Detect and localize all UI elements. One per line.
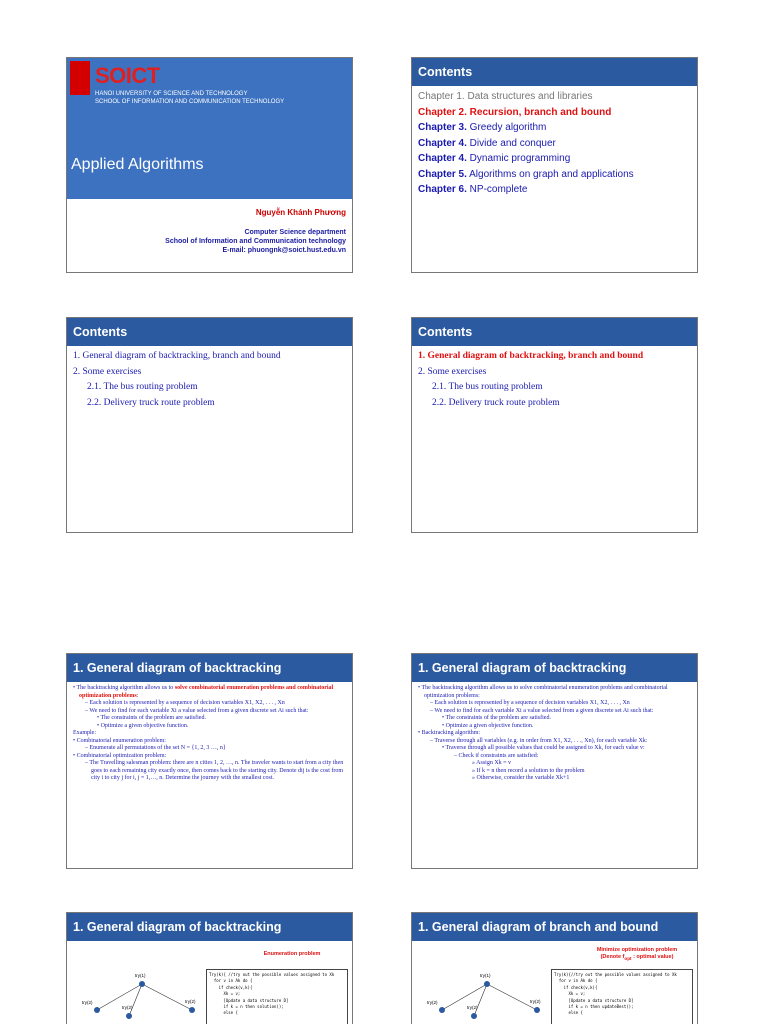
bullet: » Otherwise, consider the variable Xk+1 [472,775,570,781]
slide-header: 1. General diagram of backtracking [67,913,352,941]
tree-node-label: try(2) [122,1005,133,1010]
tree-node-label: try(2) [82,1000,93,1005]
caption-subscript: opt [624,956,632,962]
tree-node [484,981,490,987]
bullet: – Traverse through all variables (e.g. in order from X1, X2, . . ., Xn), for each variable Xk: [430,737,648,744]
search-tree-diagram [67,968,212,1024]
chapter-number: Chapter 4. [418,153,467,164]
slide-backtracking-algorithm [411,653,698,869]
section-item-current: 1. General diagram of backtracking, branch and bound [418,351,644,361]
section-item: 2. Some exercises [418,366,487,377]
tree-node-label: try(2) [530,999,541,1004]
tree-edge [129,984,142,1016]
tree-node [139,981,145,987]
pseudocode-box: Try(k){ //try out the possible values assigned to Xk for v in Ak do { if check(v,k){ Xk = v; [Update a data structure D] if k = n then solution(); else { [206,969,348,1024]
chapter-title: Divide and conquer [466,137,556,149]
email-line: E-mail: phuongnk@soict.hust.edu.vn [222,247,346,254]
chapter-number: Chapter 6. [418,184,467,195]
chapter-list [412,86,697,201]
school-line: School of Information and Communication technology [165,238,346,245]
bullet: • Combinatorial optimization problem: [73,752,167,759]
tree-node [471,1013,477,1019]
caption-line [582,954,692,962]
chapter-item [418,136,691,152]
tree-node [126,1013,132,1019]
chapter-item [418,167,691,183]
subsection-item: 2.1. The bus routing problem [87,382,198,392]
slide-contents-chapters [411,57,698,273]
author-name: Nguyễn Khánh Phương [255,208,346,217]
chapter-number: Chapter 5. [418,168,467,180]
bullet: – We need to find for each variable Xi a value selected from a given discrete set Ai such that: [85,707,309,714]
chapter-title: Algorithms on graph and applications [466,168,634,180]
bullet: » Assign Xk = v [472,760,512,766]
slide-contents-sections-highlight [411,317,698,533]
tree-edge [97,984,142,1010]
slide-backtracking-intro [66,653,353,869]
tree-node [94,1007,100,1013]
bullet: – Each solution is represented by a sequence of decision variables X1, X2, . . . , Xn [430,700,630,706]
chapter-title: Dynamic programming [466,153,571,164]
section-list [67,346,352,414]
course-title: Applied Algorithms [71,156,204,173]
section-list [412,346,697,414]
bullet: » If k = n then record a solution to the problem [472,767,585,774]
tree-node-label: try(1) [135,973,146,978]
slide-header: 1. General diagram of branch and bound [412,913,697,941]
bullet: • Traverse through all possible values that could be assigned to Xk, for each value v: [442,745,645,751]
title-banner [67,58,352,199]
tree-node [534,1007,540,1013]
chapter-item [418,120,691,136]
bullet: • The constraints of the problem are satisfied. [97,715,206,721]
chapter-title: NP-complete [466,184,528,195]
bullet: • The constraints of the problem are satisfied. [442,715,551,721]
tree-edge [474,984,487,1016]
slide-header: Contents [412,58,697,86]
chapter-item [418,182,691,198]
chapter-title: Greedy algorithm [466,122,547,133]
bullet-text: : [136,692,139,699]
subsection-item: 2.1. The bus routing problem [432,382,543,392]
bullet: Example: [73,730,96,736]
university-line-1: HANOI UNIVERSITY OF SCIENCE AND TECHNOLOGY [95,91,248,97]
bullet: – Check if constraints are satisfied: [454,752,539,759]
chapter-item-current: Chapter 2. Recursion, branch and bound [418,106,612,118]
bullet: • Backtracking algorithm: [418,730,481,736]
slide-title [66,57,353,273]
caption-text: : optimal value) [631,954,674,960]
bullet-highlight: solve combinatorial enumeration problems and combinatorial optimization problems [79,685,334,699]
department-line: Computer Science department [244,229,346,236]
bullet: – Each solution is represented by a sequence of decision variables X1, X2, . . . , Xn [85,700,285,706]
slide-body [67,682,352,786]
bullet: • The backtracking algorithm allows us to solve combinatorial enumeration problems and combinatorial optimization problems: [418,685,668,699]
slide-header: 1. General diagram of backtracking [412,654,697,682]
tree-node [189,1007,195,1013]
diagram-caption: Enumeration problem [263,951,321,957]
caption-line: Minimize optimization problem [596,947,678,953]
bullet: – We need to find for each variable Xi a value selected from a given discrete set Ai such that: [430,707,654,714]
soict-logo: SOICT [95,63,160,88]
bullet: – The Travelling salesman problem: there are n cities 1, 2, …, n. The traveler wants to start from a city then goes to each remaining city exactly once, then comes back to the starting city. Denote dij is the cost from city i to city j for i, j = 1,…, n. Determine the journey with the smallest cost. [85,760,344,781]
section-item: 1. General diagram of backtracking, branch and bound [73,351,281,361]
subsection-item: 2.2. Delivery truck route problem [432,397,560,408]
chapter-item [418,151,691,167]
chapter-number: Chapter 4. [418,137,467,149]
bullet [73,685,346,700]
slide-backtracking-diagram [66,912,353,1024]
bullet: • Combinatorial enumeration problem: [73,737,166,744]
tree-node-label: try(2) [467,1005,478,1010]
section-item: 2. Some exercises [73,366,142,377]
bullet-text: • The backtracking algorithm allows us to [73,685,175,691]
subsection-item: 2.2. Delivery truck route problem [87,397,215,408]
pseudocode-box: Try(k){//try out the possible values assigned to Xk for v in Ak do { if check(v,k){ Xk = v; [Update a data structure D] if k = n then updateBest(); else { [551,969,693,1024]
tree-edge [487,984,537,1010]
caption-text: (Denote f [600,954,625,960]
slide-branch-and-bound-diagram [411,912,698,1024]
tree-edge [142,984,192,1010]
tree-edge [442,984,487,1010]
slide-header: Contents [67,318,352,346]
tree-node-label: try(2) [185,999,196,1004]
chapter-item: Chapter 1. Data structures and libraries [418,91,593,102]
tree-node-label: try(1) [480,973,491,978]
slide-contents-sections [66,317,353,533]
slide-header: Contents [412,318,697,346]
bullet: • Optimize a given objective function. [97,722,189,729]
search-tree-diagram [412,968,557,1024]
diagram-caption [582,947,692,962]
bullet: – Enumerate all permutations of the set N = {1, 2, 3 …, n} [85,745,226,751]
chapter-number: Chapter 3. [418,122,467,133]
tree-node-label: try(2) [427,1000,438,1005]
university-name [95,90,284,106]
slide-body [412,682,697,786]
slide-header: 1. General diagram of backtracking [67,654,352,682]
university-line-2: SCHOOL OF INFORMATION AND COMMUNICATION TECHNOLOGY [95,99,285,105]
tree-node [439,1007,445,1013]
university-logo-icon [70,61,90,95]
bullet: • Optimize a given objective function. [442,722,534,729]
department-info [165,228,346,255]
